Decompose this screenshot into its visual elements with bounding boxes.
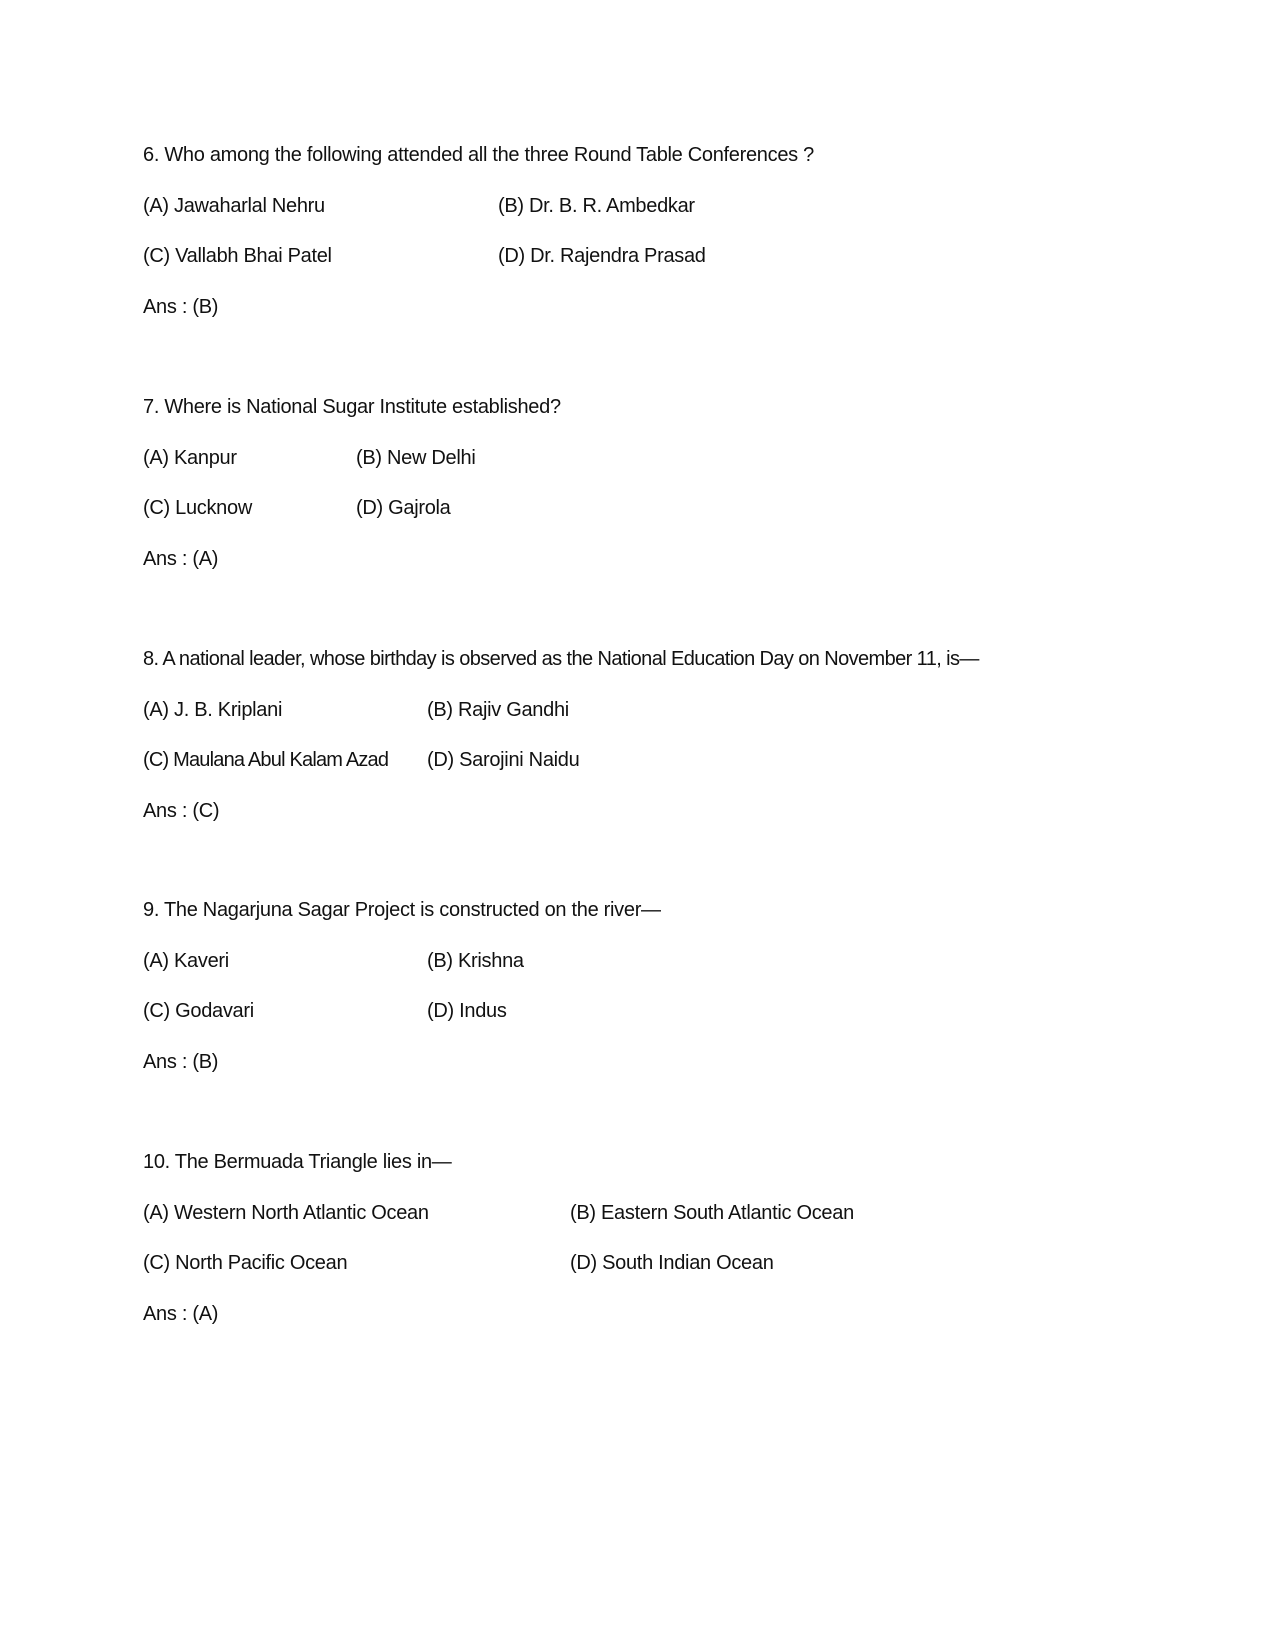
question-text: 7. Where is National Sugar Institute established? <box>143 396 561 418</box>
answer: Ans : (C) <box>143 800 220 822</box>
option-d: (D) Indus <box>427 1000 507 1022</box>
option-c: (C) Vallabh Bhai Patel <box>143 245 332 267</box>
answer: Ans : (B) <box>143 1051 219 1073</box>
options-row-cd <box>143 998 1143 1024</box>
question-text: 9. The Nagarjuna Sagar Project is constructed on the river— <box>143 899 661 921</box>
option-d: (D) Gajrola <box>356 497 451 519</box>
answer: Ans : (A) <box>143 548 219 570</box>
options-row-cd <box>143 495 1143 521</box>
options-row-cd <box>143 1250 1143 1276</box>
option-a: (A) J. B. Kriplani <box>143 699 283 721</box>
option-b: (B) Eastern South Atlantic Ocean <box>570 1202 854 1224</box>
options-row-ab <box>143 1200 1143 1226</box>
option-c: (C) North Pacific Ocean <box>143 1252 348 1274</box>
option-d: (D) South Indian Ocean <box>570 1252 774 1274</box>
question-text: 8. A national leader, whose birthday is observed as the National Education Day on November 11, is— <box>143 648 979 670</box>
option-c: (C) Lucknow <box>143 497 252 519</box>
question-text: 6. Who among the following attended all the three Round Table Conferences ? <box>143 144 814 166</box>
option-a: (A) Kaveri <box>143 950 229 972</box>
option-b: (B) Rajiv Gandhi <box>427 699 569 721</box>
option-d: (D) Dr. Rajendra Prasad <box>498 245 706 267</box>
option-a: (A) Western North Atlantic Ocean <box>143 1202 429 1224</box>
option-c: (C) Godavari <box>143 1000 254 1022</box>
option-d: (D) Sarojini Naidu <box>427 749 580 771</box>
option-b: (B) Dr. B. R. Ambedkar <box>498 195 695 217</box>
option-a: (A) Kanpur <box>143 447 237 469</box>
options-row-ab <box>143 697 1143 723</box>
options-row-ab <box>143 445 1143 471</box>
option-b: (B) Krishna <box>427 950 524 972</box>
answer: Ans : (B) <box>143 296 219 318</box>
option-c: (C) Maulana Abul Kalam Azad <box>143 749 389 771</box>
answer: Ans : (A) <box>143 1303 219 1325</box>
options-row-ab <box>143 948 1143 974</box>
options-row-cd <box>143 747 1143 773</box>
options-row-cd <box>143 243 1143 269</box>
option-b: (B) New Delhi <box>356 447 476 469</box>
question-text: 10. The Bermuada Triangle lies in— <box>143 1151 452 1173</box>
options-row-ab <box>143 193 1143 219</box>
option-a: (A) Jawaharlal Nehru <box>143 195 325 217</box>
